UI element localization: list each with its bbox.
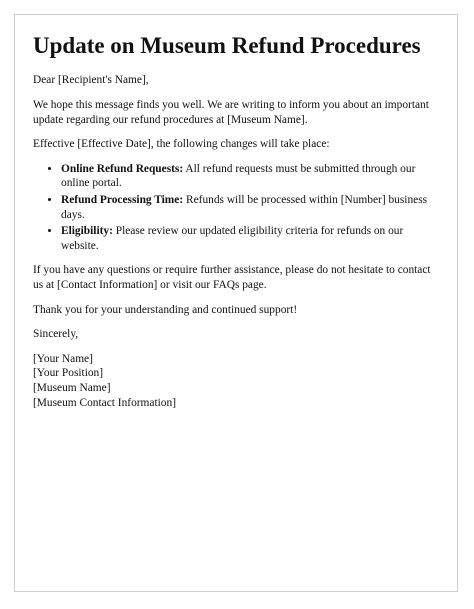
letter-title: Update on Museum Refund Procedures (33, 33, 421, 58)
signature-block (33, 352, 439, 410)
thanks-paragraph: Thank you for your understanding and continued support! (33, 303, 298, 316)
change-term: Eligibility: (61, 225, 113, 238)
letter-page (14, 14, 458, 592)
contact-paragraph: If you have any questions or require further assistance, please do not hesitate to contact us at [Contact Information] or visit our FAQs page. (33, 264, 431, 291)
changes-list (33, 162, 439, 254)
list-item (61, 193, 439, 222)
closing: Sincerely, (33, 328, 79, 341)
intro-paragraph: We hope this message finds you well. We are writing to inform you about an important update regarding our refund procedures at [Museum Name]. (33, 99, 429, 126)
list-item (61, 224, 439, 253)
signature-museum-contact: [Museum Contact Information] (33, 396, 176, 409)
effective-date-paragraph: Effective [Effective Date], the following changes will take place: (33, 138, 330, 151)
signature-position: [Your Position] (33, 367, 104, 380)
change-term: Online Refund Requests: (61, 162, 184, 175)
change-text: Please review our updated eligibility criteria for refunds on our website. (61, 225, 404, 252)
change-term: Refund Processing Time: (61, 194, 184, 206)
list-item (61, 162, 439, 191)
signature-museum: [Museum Name] (33, 381, 111, 394)
change-text: Refunds will be processed within [Number] business days. (61, 194, 428, 221)
greeting: Dear [Recipient's Name], (33, 74, 149, 87)
signature-name: [Your Name] (33, 352, 93, 365)
change-text: All refund requests must be submitted through our online portal. (61, 162, 416, 190)
